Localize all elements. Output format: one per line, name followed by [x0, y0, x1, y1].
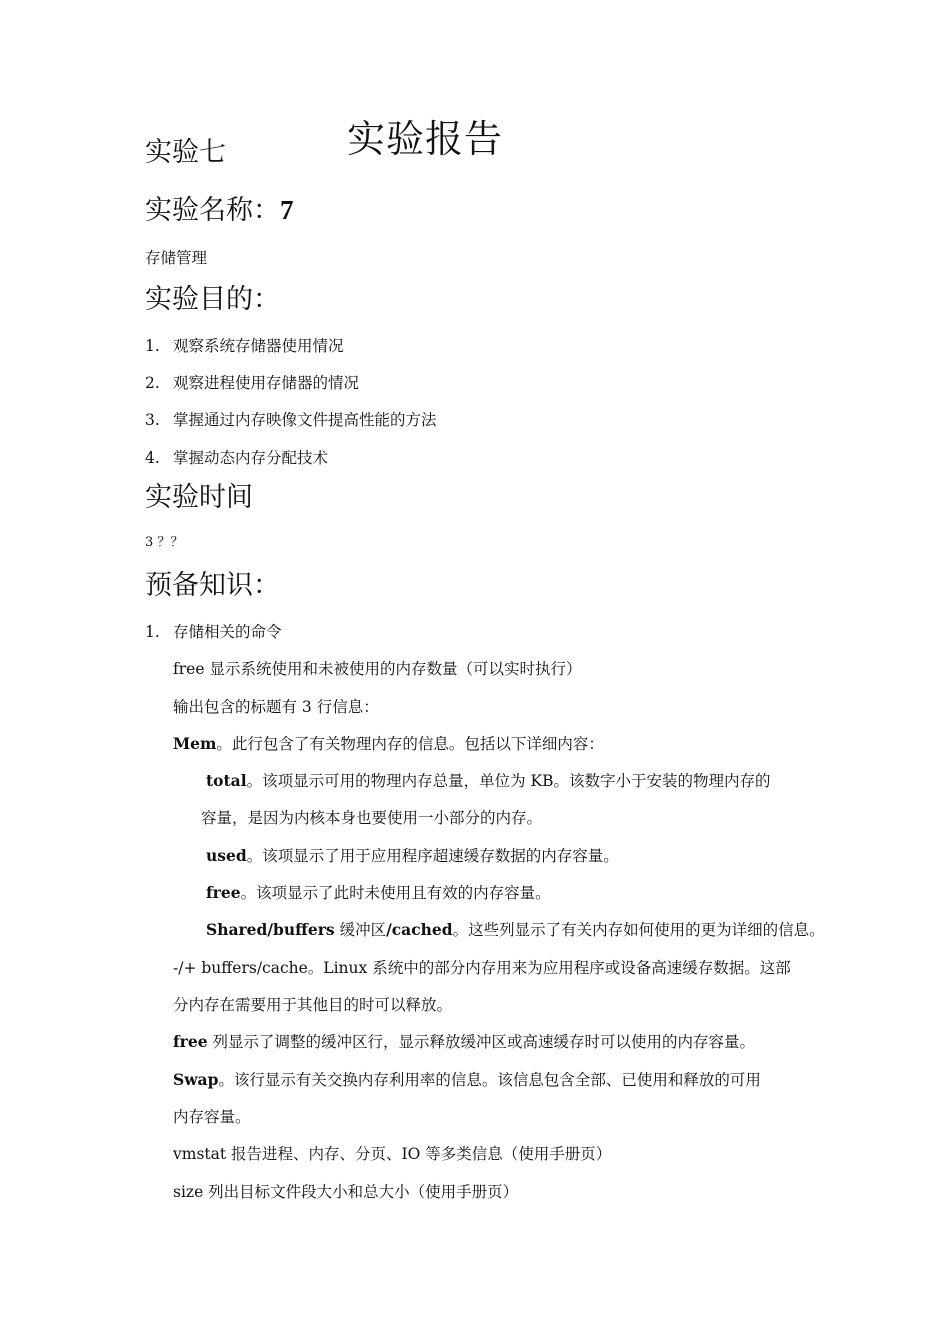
- purpose-item: [145, 411, 437, 430]
- free-item-desc: 。该项显示了此时未使用且有效的内存容量。: [240, 884, 551, 902]
- mem-desc: 。此行包含了有关物理内存的信息。包括以下详细内容：: [216, 735, 604, 753]
- prep-item-num: 1.: [145, 623, 160, 641]
- swap-label: Swap: [173, 1070, 219, 1089]
- free-command-desc: 显示系统使用和未被使用的内存数量（可以实时执行）: [209, 660, 582, 678]
- name-heading: [145, 188, 294, 227]
- buffers-line-cont: 分内存在需要用于其他目的时可以释放。: [173, 996, 453, 1014]
- experiment-number: 实验七: [145, 137, 226, 168]
- cached-label: /cached: [386, 920, 453, 939]
- name-heading-number: 7: [280, 195, 294, 225]
- swap-desc: 。该行显示有关交换内存利用率的信息。该信息包含全部、已使用和释放的可用: [218, 1071, 761, 1089]
- swap-line-cont: 内存容量。: [173, 1108, 251, 1126]
- purpose-item-num: 2.: [145, 374, 160, 392]
- experiment-name-value: 存储管理: [145, 249, 208, 267]
- prep-item: [145, 623, 282, 642]
- shared-label: Shared/buffers: [206, 920, 335, 939]
- purpose-item-text: 观察进程使用存储器的情况: [173, 374, 360, 392]
- free-item-line: [206, 884, 551, 903]
- total-line: [206, 772, 771, 791]
- free-command-line: [173, 660, 581, 679]
- prep-heading: 预备知识：: [145, 570, 280, 601]
- free-command: free: [173, 660, 205, 678]
- swap-line: [173, 1071, 761, 1090]
- mem-line: [173, 735, 604, 754]
- purpose-item-num: 4.: [145, 449, 160, 467]
- free-column-label: free: [173, 1032, 208, 1051]
- buffers-line: -/+ buffers/cache。Linux 系统中的部分内存用来为应用程序或设备高速缓存数据。这部: [173, 959, 791, 977]
- report-title: 实验报告: [347, 117, 504, 161]
- mem-label: Mem: [173, 734, 217, 753]
- total-desc: 。该项显示可用的物理内存总量，单位为 KB。该数字小于安装的物理内存的: [246, 772, 771, 790]
- purpose-item-text: 掌握通过内存映像文件提高性能的方法: [173, 411, 437, 429]
- shared-mid: 缓冲区: [339, 921, 387, 939]
- shared-desc: 。这些列显示了有关内存如何使用的更为详细的信息。: [452, 921, 825, 939]
- shared-line: [206, 921, 825, 940]
- size-line: size 列出目标文件段大小和总大小（使用手册页）: [173, 1183, 519, 1201]
- purpose-item: [145, 449, 328, 468]
- purpose-item: [145, 337, 344, 356]
- purpose-item-num: 3.: [145, 411, 160, 429]
- purpose-item: [145, 374, 359, 393]
- free-column-line: [173, 1033, 755, 1052]
- purpose-item-text: 观察系统存储器使用情况: [173, 337, 344, 355]
- time-value: 3 ？？: [145, 535, 184, 550]
- purpose-item-num: 1.: [145, 337, 160, 355]
- name-heading-label: 实验名称：: [145, 195, 280, 226]
- used-line: [206, 847, 619, 866]
- vmstat-line: vmstat 报告进程、内存、分页、IO 等多类信息（使用手册页）: [173, 1145, 612, 1163]
- free-column-desc: 列显示了调整的缓冲区行，显示释放缓冲区或高速缓存时可以使用的内存容量。: [212, 1033, 756, 1051]
- time-heading: 实验时间: [145, 482, 253, 513]
- total-label: total: [206, 771, 247, 790]
- free-item-label: free: [206, 883, 241, 902]
- total-line-cont: 容量，是因为内核本身也要使用一小部分的内存。: [201, 809, 543, 827]
- prep-item-text: 存储相关的命令: [173, 623, 282, 641]
- purpose-item-text: 掌握动态内存分配技术: [173, 449, 329, 467]
- used-label: used: [206, 846, 247, 865]
- output-info-line: 输出包含的标题有 3 行信息：: [173, 698, 379, 716]
- purpose-heading: 实验目的：: [145, 284, 280, 315]
- used-desc: 。该项显示了用于应用程序超速缓存数据的内存容量。: [246, 847, 619, 865]
